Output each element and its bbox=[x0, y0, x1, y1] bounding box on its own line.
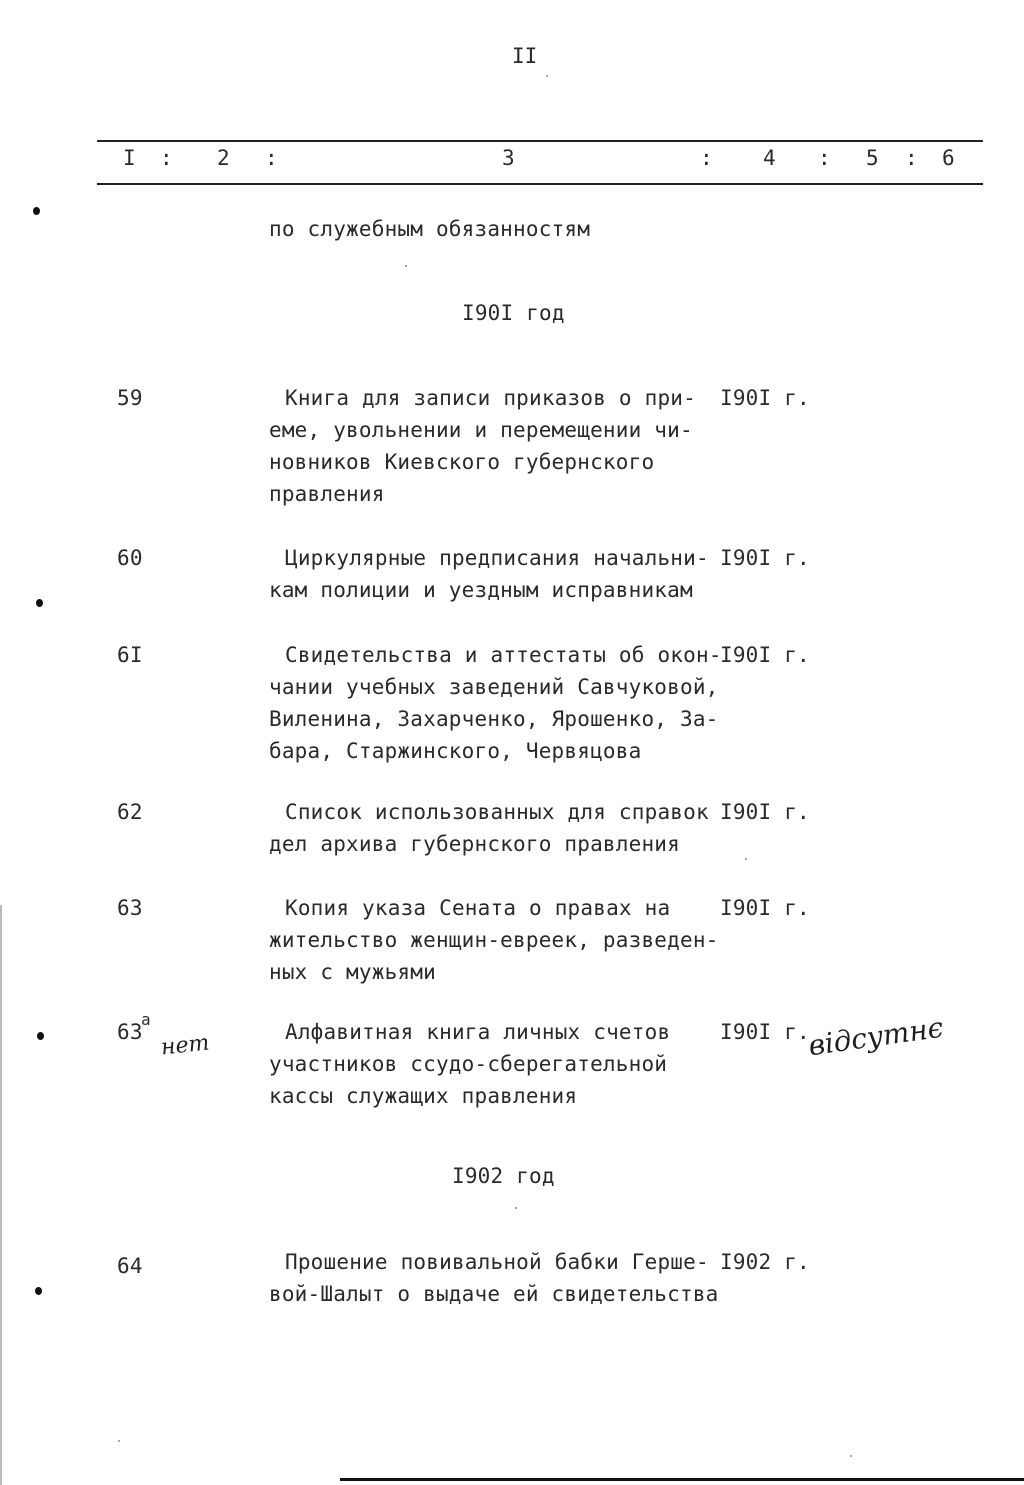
scan-speck bbox=[515, 1207, 517, 1209]
year-heading-1902: I902 год bbox=[452, 1164, 555, 1188]
scan-speck bbox=[546, 75, 548, 77]
record-title-line: кассы служащих правления bbox=[269, 1084, 578, 1108]
scan-speck bbox=[745, 858, 747, 860]
record-title-line: Алфавитная книга личных счетов bbox=[285, 1020, 671, 1044]
record-title-line: участников ссудо-сберегательной bbox=[269, 1052, 668, 1076]
column-separator: : bbox=[160, 146, 173, 170]
column-header-1: I bbox=[123, 146, 136, 170]
record-date: I90I г. bbox=[720, 800, 810, 824]
column-header-2: 2 bbox=[217, 146, 230, 170]
record-title-line: ных с мужьями bbox=[269, 960, 436, 984]
record-number: 6I bbox=[117, 643, 143, 667]
binder-mark bbox=[36, 599, 43, 607]
year-heading-1901: I90I год bbox=[462, 301, 565, 325]
header-rule-bottom bbox=[97, 183, 983, 185]
record-title-line: жительство женщин-евреек, разведен- bbox=[269, 928, 719, 952]
record-date: I90I г. bbox=[720, 1020, 810, 1044]
binder-mark bbox=[33, 207, 40, 215]
record-title-line: Циркулярные предписания начальни- bbox=[285, 546, 709, 570]
record-number-suffix: а bbox=[141, 1010, 151, 1029]
record-title-line: бара, Старжинского, Червяцова bbox=[269, 739, 642, 763]
handwritten-note-net: нет bbox=[159, 1030, 211, 1061]
record-title-line: чании учебных заведений Савчуковой, bbox=[269, 675, 719, 699]
record-title-line: правления bbox=[269, 482, 385, 506]
column-header-4: 4 bbox=[763, 146, 776, 170]
record-title-line: Список использованных для справок bbox=[285, 800, 709, 824]
scan-bottom-edge bbox=[340, 1478, 1024, 1481]
record-date: I90I г. bbox=[720, 643, 810, 667]
record-date: I90I г. bbox=[720, 386, 810, 410]
column-header-3: 3 bbox=[502, 146, 515, 170]
record-title-line: Книга для записи приказов о при- bbox=[285, 386, 696, 410]
record-title-line: дел архива губернского правления bbox=[269, 832, 680, 856]
record-title-line: вой-Шалыт о выдаче ей свидетельства bbox=[269, 1282, 719, 1306]
record-title-line: новников Киевского губернского bbox=[269, 450, 655, 474]
column-separator: : bbox=[265, 146, 278, 170]
record-title-line: Копия указа Сената о правах на bbox=[285, 896, 671, 920]
record-title-line: кам полиции и уездным исправникам bbox=[269, 578, 693, 602]
scan-speck bbox=[850, 1455, 852, 1457]
column-header-6: 6 bbox=[942, 146, 955, 170]
record-number: 59 bbox=[117, 386, 143, 410]
record-title-line: Прошение повивальной бабки Герше- bbox=[285, 1250, 709, 1274]
record-number: 60 bbox=[117, 546, 143, 570]
column-separator: : bbox=[700, 146, 713, 170]
record-number: 64 bbox=[117, 1254, 143, 1278]
record-number: 62 bbox=[117, 800, 143, 824]
scan-speck bbox=[118, 1440, 120, 1442]
record-title-line: Свидетельства и аттестаты об окон- bbox=[285, 643, 722, 667]
column-header-5: 5 bbox=[866, 146, 879, 170]
section-title: по служебным обязанностям bbox=[269, 217, 591, 241]
binder-mark bbox=[35, 1287, 42, 1295]
record-date: I90I г. bbox=[720, 546, 810, 570]
column-separator: : bbox=[905, 146, 918, 170]
record-number: 63 bbox=[117, 896, 143, 920]
header-rule-top bbox=[97, 140, 983, 142]
record-title-line: еме, увольнении и перемещении чи- bbox=[269, 418, 693, 442]
record-date: I902 г. bbox=[720, 1250, 810, 1274]
binder-mark bbox=[37, 1032, 44, 1040]
scan-edge-line bbox=[0, 905, 2, 1485]
page-number: II bbox=[512, 44, 538, 68]
record-number: 63 bbox=[117, 1020, 143, 1044]
record-date: I90I г. bbox=[720, 896, 810, 920]
scan-speck bbox=[405, 265, 407, 267]
handwritten-note-vidsutnie: відсутнє bbox=[806, 1010, 946, 1063]
record-title-line: Виленина, Захарченко, Ярошенко, За- bbox=[269, 707, 719, 731]
column-separator: : bbox=[818, 146, 831, 170]
